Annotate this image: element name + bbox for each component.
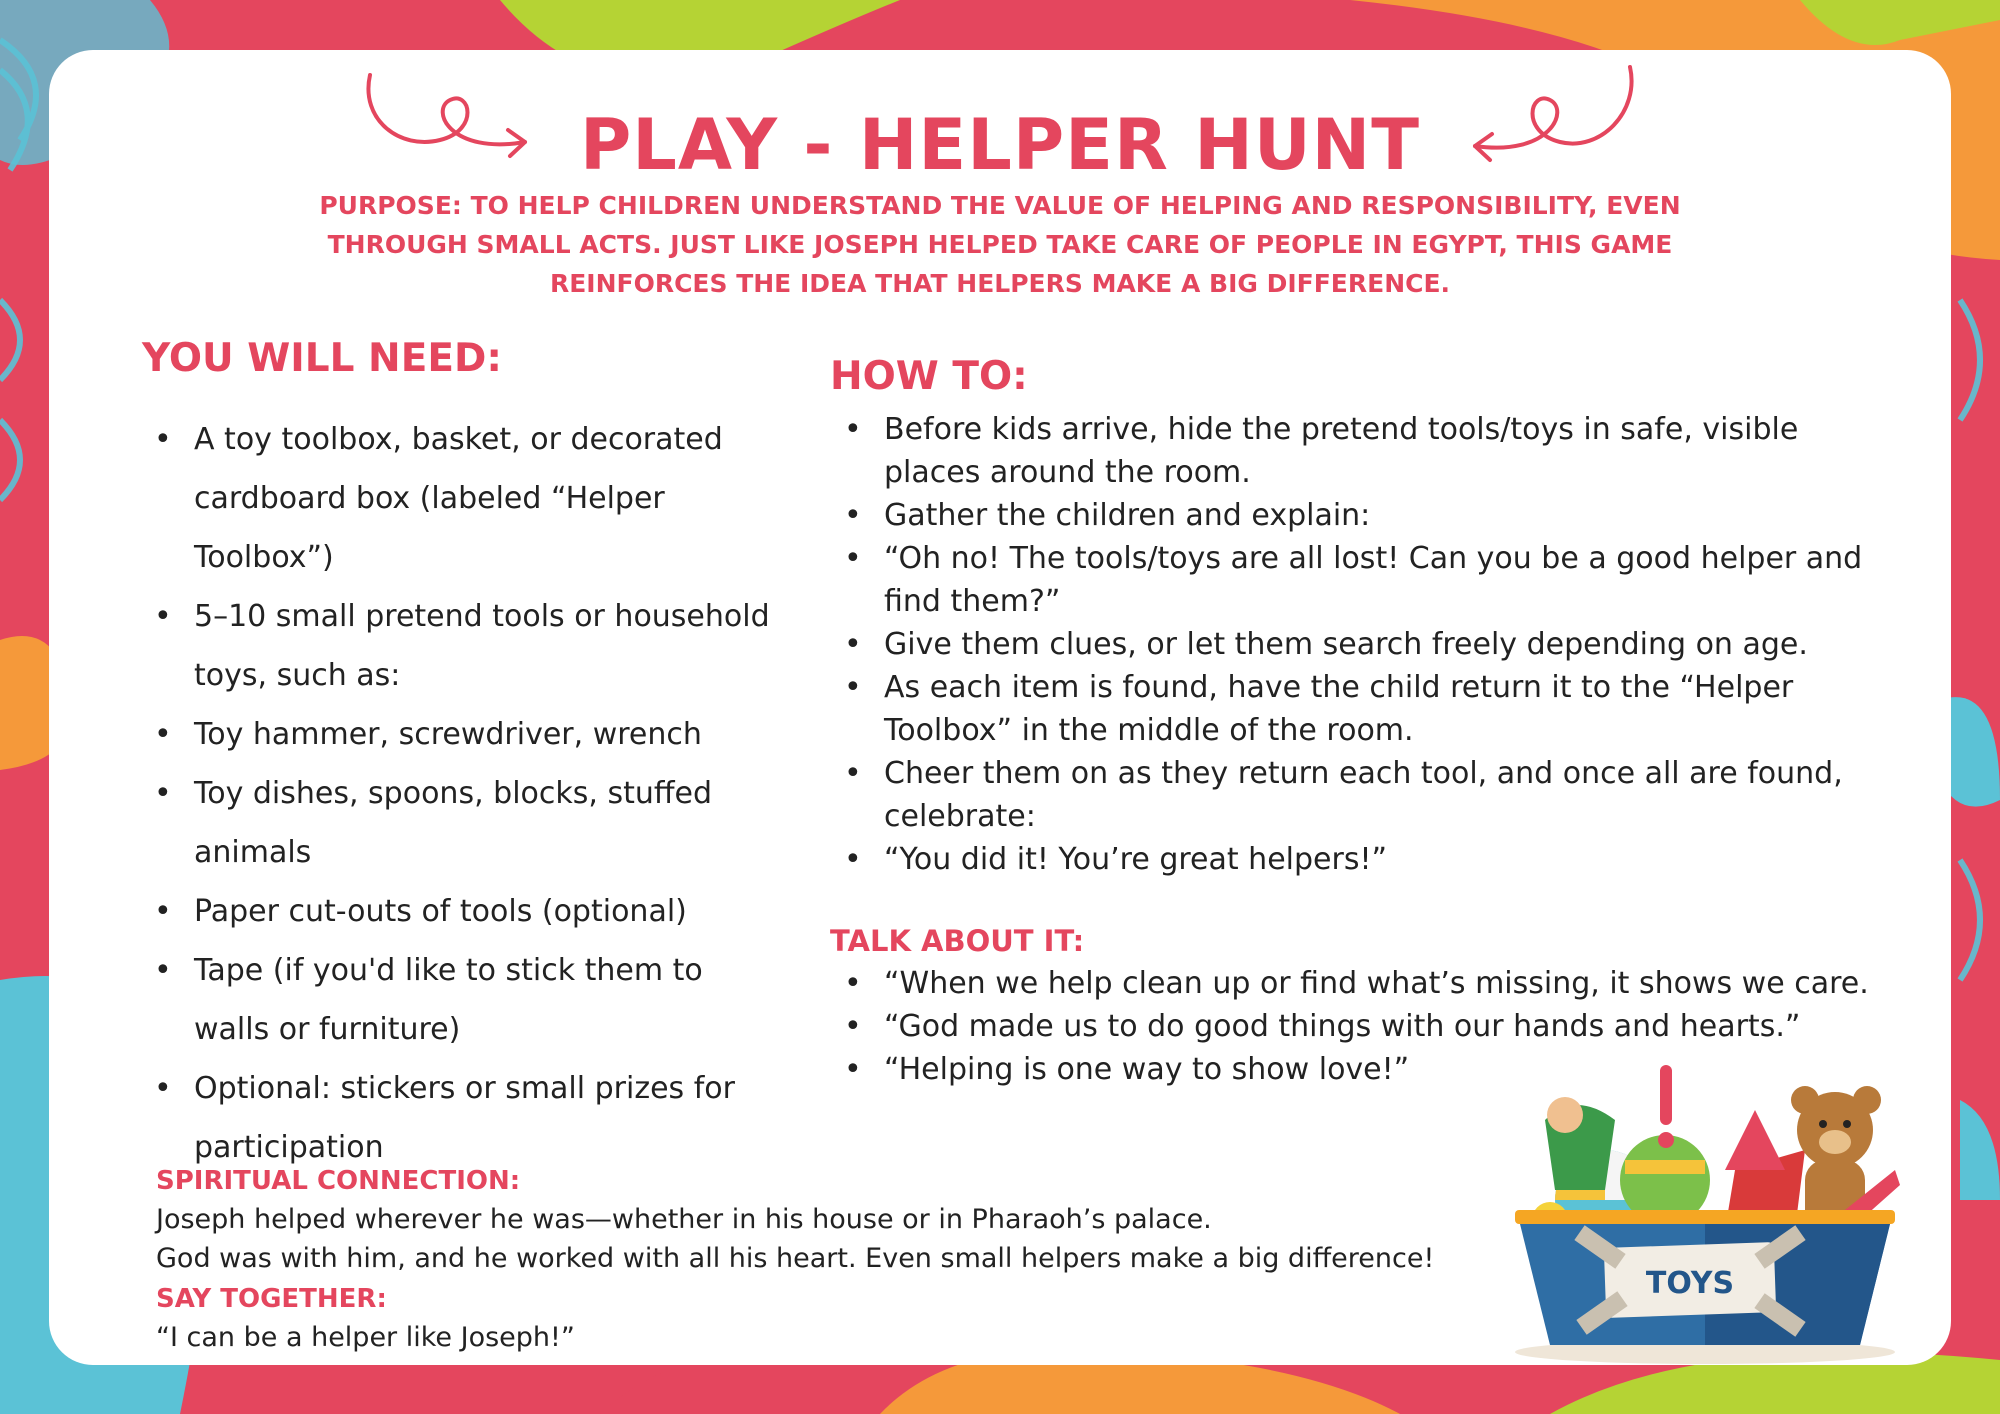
list-item: • Gather the children and explain: — [834, 494, 1874, 537]
page-title: PLAY - HELPER HUNT — [579, 104, 1421, 186]
list-item: • Paper cut-outs of tools (optional) — [144, 882, 784, 941]
list-item: • As each item is found, have the child return it to the “Helper Toolbox” in the middle of the room. — [834, 666, 1874, 752]
you-will-need-heading: YOU WILL NEED: — [142, 336, 502, 381]
list-item: • “When we help clean up or find what’s missing, it shows we care. — [834, 962, 1874, 1005]
spiritual-connection-heading: SPIRITUAL CONNECTION: — [156, 1166, 521, 1196]
list-item: • “Helping is one way to show love!” — [834, 1048, 1874, 1091]
spiritual-connection-line-1: Joseph helped wherever he was—whether in his house or in Pharaoh’s palace. — [156, 1204, 1212, 1235]
list-item: • A toy toolbox, basket, or decorated cardboard box (labeled “Helper Toolbox”) — [144, 410, 784, 587]
list-item: • Before kids arrive, hide the pretend tools/toys in safe, visible places around the room. — [834, 408, 1874, 494]
list-item: • Optional: stickers or small prizes for participation — [144, 1059, 784, 1177]
list-item: • “You did it! You’re great helpers!” — [834, 838, 1874, 881]
talk-about-it-heading: TALK ABOUT IT: — [830, 924, 1085, 958]
list-item: • “Oh no! The tools/toys are all lost! Can you be a good helper and find them?” — [834, 537, 1874, 623]
list-item: • Toy dishes, spoons, blocks, stuffed animals — [144, 764, 784, 882]
list-item: • “God made us to do good things with our hands and hearts.” — [834, 1005, 1874, 1048]
how-to-list — [834, 408, 1874, 881]
purpose-text: PURPOSE: TO HELP CHILDREN UNDERSTAND THE VALUE OF HELPING AND RESPONSIBILITY, EVEN THROUGH SMALL ACTS. JUST LIKE JOSEPH HELPED TAKE CARE OF PEOPLE IN EGYPT, THIS GAME REINFORCES THE IDEA THAT HELPERS MAKE A BIG DIFFERENCE. — [319, 191, 1681, 298]
list-item: • Tape (if you'd like to stick them to walls or furniture) — [144, 941, 784, 1059]
toy-box-label: TOYS — [1645, 1266, 1735, 1301]
say-together-heading: SAY TOGETHER: — [156, 1284, 387, 1314]
spiritual-connection-line-2: God was with him, and he worked with all his heart. Even small helpers make a big difference! — [156, 1243, 1435, 1274]
list-item: • Toy hammer, screwdriver, wrench — [144, 705, 784, 764]
you-will-need-list — [144, 410, 784, 1177]
list-item: • Cheer them on as they return each tool, and once all are found, celebrate: — [834, 752, 1874, 838]
say-together-text: “I can be a helper like Joseph!” — [156, 1322, 575, 1353]
how-to-heading: HOW TO: — [830, 354, 1028, 399]
list-item: • 5–10 small pretend tools or household toys, such as: — [144, 587, 784, 705]
list-item: • Give them clues, or let them search freely depending on age. — [834, 623, 1874, 666]
toy-box-illustration — [1505, 1060, 1905, 1365]
